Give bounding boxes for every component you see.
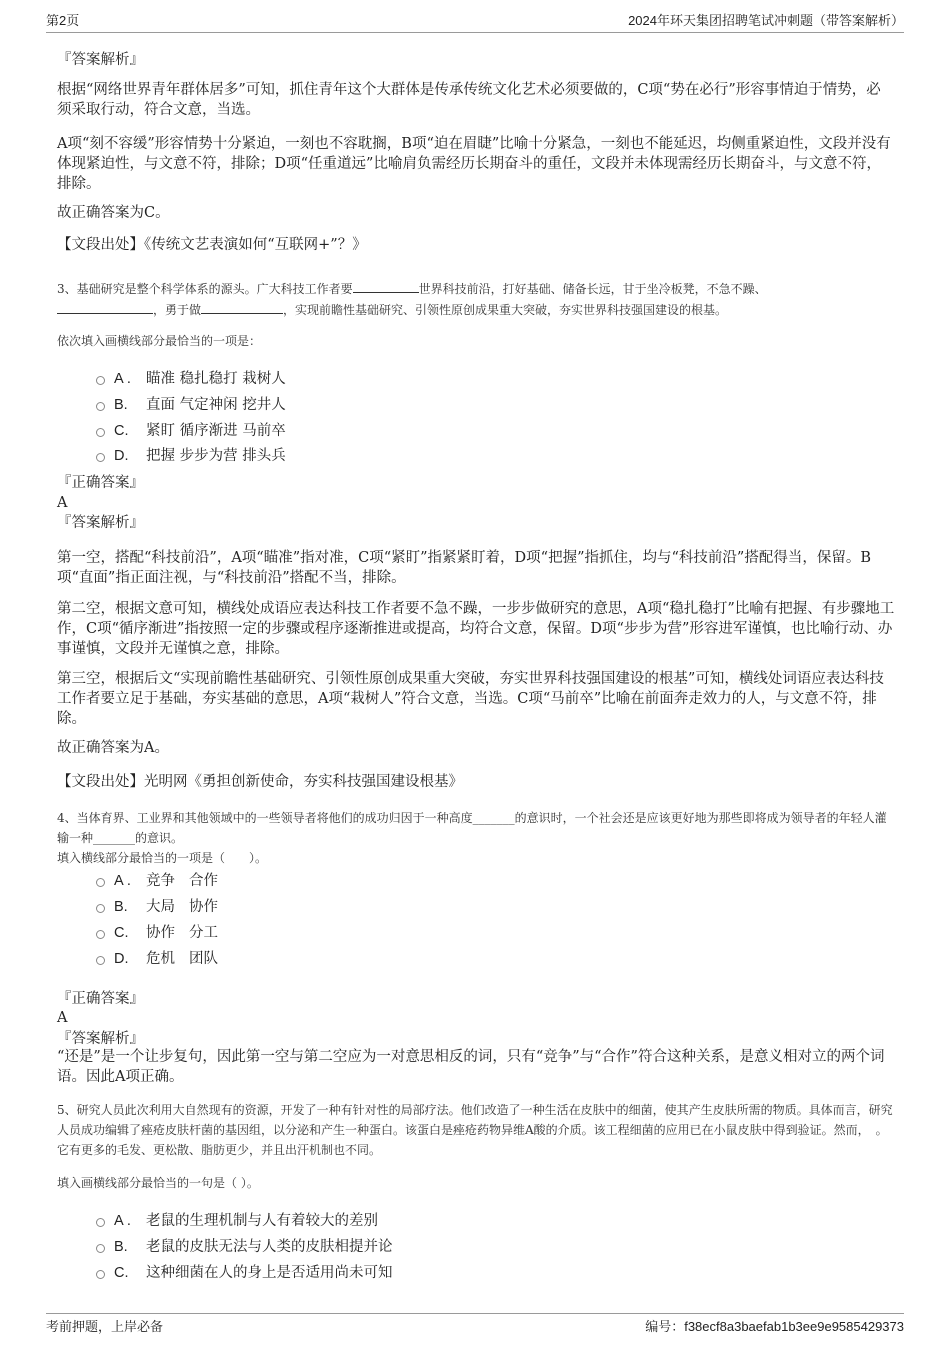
- footer-code: 编号：f38ecf8a3baefab1b3ee9e9585429373: [645, 1319, 904, 1334]
- radio-icon[interactable]: [96, 376, 105, 385]
- radio-icon[interactable]: [96, 1218, 105, 1227]
- radio-icon[interactable]: [96, 878, 105, 887]
- q4-analysis-p1: “还是”是一个让步复句，因此第一空与第二空应为一对意思相反的词，只有“竞争”与“合作”符合这种关系，是意义相对立的两个词语。因此A项正确。: [57, 1049, 885, 1085]
- q5-option-c[interactable]: C. 这种细菌在人的身上是否适用尚未可知: [96, 1263, 393, 1283]
- q3-blank-3: [201, 299, 283, 314]
- q3-analysis-p2: 第二空，根据文意可知，横线处成语应表达科技工作者要不急不躁，一步步做研究的意思，A项“稳扎稳打”比喻有把握、有步骤地工作，C项“循序渐进”指按照一定的步骤或程序逐渐推进或提高，均符合文意，保留。D项“步步为营”形容进军谨慎，也比喻行动、办事谨慎，文段并无谨慎之意，排除。: [57, 601, 895, 657]
- radio-icon[interactable]: [96, 1270, 105, 1279]
- page-footer: [46, 1313, 904, 1335]
- radio-icon[interactable]: [96, 930, 105, 939]
- q3-blank-2: [57, 299, 153, 314]
- q2-source: 【文段出处】《传统文艺表演如何“互联网+”？》: [57, 237, 367, 253]
- q3-option-a[interactable]: A . 瞄准 稳扎稳打 栽树人: [96, 369, 286, 389]
- q5-stem: 5、研究人员此次利用大自然现有的资源，开发了一种有针对性的局部疗法。他们改造了一种生活在皮肤中的细菌，使其产生皮肤所需的物质。具体而言，研究人员成功编辑了痤疮皮肤杆菌的基因组，以分泌和产生一种蛋白。该蛋白是痤疮药物异维A酸的介质。该工程细菌的应用已在小鼠皮肤中得到验证。然而， 。它有更多的毛发、更松散、脂肪更少，并且出汗机制也不同。: [57, 1103, 893, 1157]
- radio-icon[interactable]: [96, 428, 105, 437]
- q3-option-d[interactable]: D. 把握 步步为营 排头兵: [96, 446, 286, 466]
- q5-option-a[interactable]: A . 老鼠的生理机制与人有着较大的差别: [96, 1211, 378, 1231]
- q3-analysis-p1: 第一空，搭配“科技前沿”，A项“瞄准”指对准，C项“紧盯”指紧紧盯着，D项“把握”指抓住，均与“科技前沿”搭配得当，保留。B项“直面”指正面注视，与“科技前沿”搭配不当，排除。: [57, 550, 871, 586]
- q3-blank-1: [353, 278, 419, 293]
- radio-icon[interactable]: [96, 1244, 105, 1253]
- page-number: 第2页: [46, 13, 80, 28]
- q3-prompt: 依次填入画横线部分最恰当的一项是：: [57, 334, 262, 348]
- q3-stem: 3、基础研究是整个科学体系的源头。广大科技工作者要 世界科技前沿，打好基础、储备长远，甘于坐冷板凳，不急不躁、 ，勇于做 ，实现前瞻性基础研究、引领性原创成果重大突破，夯实世界科技强国建设的根基。: [57, 278, 895, 320]
- q4-stem: 4、当体育界、工业界和其他领域中的一些领导者将他们的成功归因于一种高度_______的意识时，一个社会还是应该更好地为那些即将成为领导者的年轻人灌输一种_______的意识。: [57, 811, 887, 845]
- document-title: 2024年环天集团招聘笔试冲刺题（带答案解析）: [628, 13, 904, 28]
- q4-prompt: 填入横线部分最恰当的一项是（ ）。: [57, 851, 268, 865]
- q3-source: 【文段出处】光明网《勇担创新使命，夯实科技强国建设根基》: [57, 774, 463, 790]
- radio-icon[interactable]: [96, 402, 105, 411]
- footer-slogan: 考前押题，上岸必备: [46, 1319, 164, 1334]
- q5-prompt: 填入画横线部分最恰当的一句是（ ）。: [57, 1176, 259, 1190]
- q2-conclusion: 故正确答案为C。: [57, 205, 170, 221]
- q4-option-b[interactable]: B. 大局 协作: [96, 897, 218, 917]
- q3-analysis-label: 『答案解析』: [57, 515, 144, 531]
- q2-analysis-p1: 根据“网络世界青年群体居多”可知，抓住青年这个大群体是传承传统文化艺术必须要做的，C项“势在必行”形容事情迫于情势，必须采取行动，符合文意，当选。: [57, 82, 881, 118]
- q4-option-d[interactable]: D. 危机 团队: [96, 949, 218, 969]
- radio-icon[interactable]: [96, 956, 105, 965]
- radio-icon[interactable]: [96, 904, 105, 913]
- q3-analysis-p3: 第三空，根据后文“实现前瞻性基础研究、引领性原创成果重大突破，夯实世界科技强国建设的根基”可知，横线处词语应表达科技工作者要立足于基础，夯实基础的意思，A项“栽树人”符合文意，当选。C项“马前卒”比喻在前面奔走效力的人，与文意不符，排除。: [57, 671, 884, 727]
- q3-option-b[interactable]: B. 直面 气定神闲 挖井人: [96, 395, 286, 415]
- q4-correct-value: A: [57, 1010, 68, 1026]
- q4-correct-label: 『正确答案』: [57, 991, 144, 1007]
- q2-analysis-p2: A项“刻不容缓”形容情势十分紧迫，一刻也不容耽搁，B项“迫在眉睫”比喻十分紧急，一刻也不能延迟，均侧重紧迫性，文段并没有体现紧迫性，与文意不符，排除；D项“任重道远”比喻肩负需经历长期奋斗的重任，文段并未体现需经历长期奋斗，与文意不符，排除。: [57, 136, 891, 192]
- q4-analysis-label: 『答案解析』: [57, 1031, 144, 1047]
- radio-icon[interactable]: [96, 453, 105, 462]
- page-header: [46, 10, 904, 33]
- q3-correct-label: 『正确答案』: [57, 475, 144, 491]
- q2-analysis-label: 『答案解析』: [57, 52, 144, 68]
- q5-option-b[interactable]: B. 老鼠的皮肤无法与人类的皮肤相提并论: [96, 1237, 393, 1257]
- q4-option-c[interactable]: C. 协作 分工: [96, 923, 218, 943]
- q3-option-c[interactable]: C. 紧盯 循序渐进 马前卒: [96, 421, 286, 441]
- q4-option-a[interactable]: A . 竞争 合作: [96, 871, 218, 891]
- q3-conclusion: 故正确答案为A。: [57, 740, 169, 756]
- q3-correct-value: A: [57, 495, 68, 511]
